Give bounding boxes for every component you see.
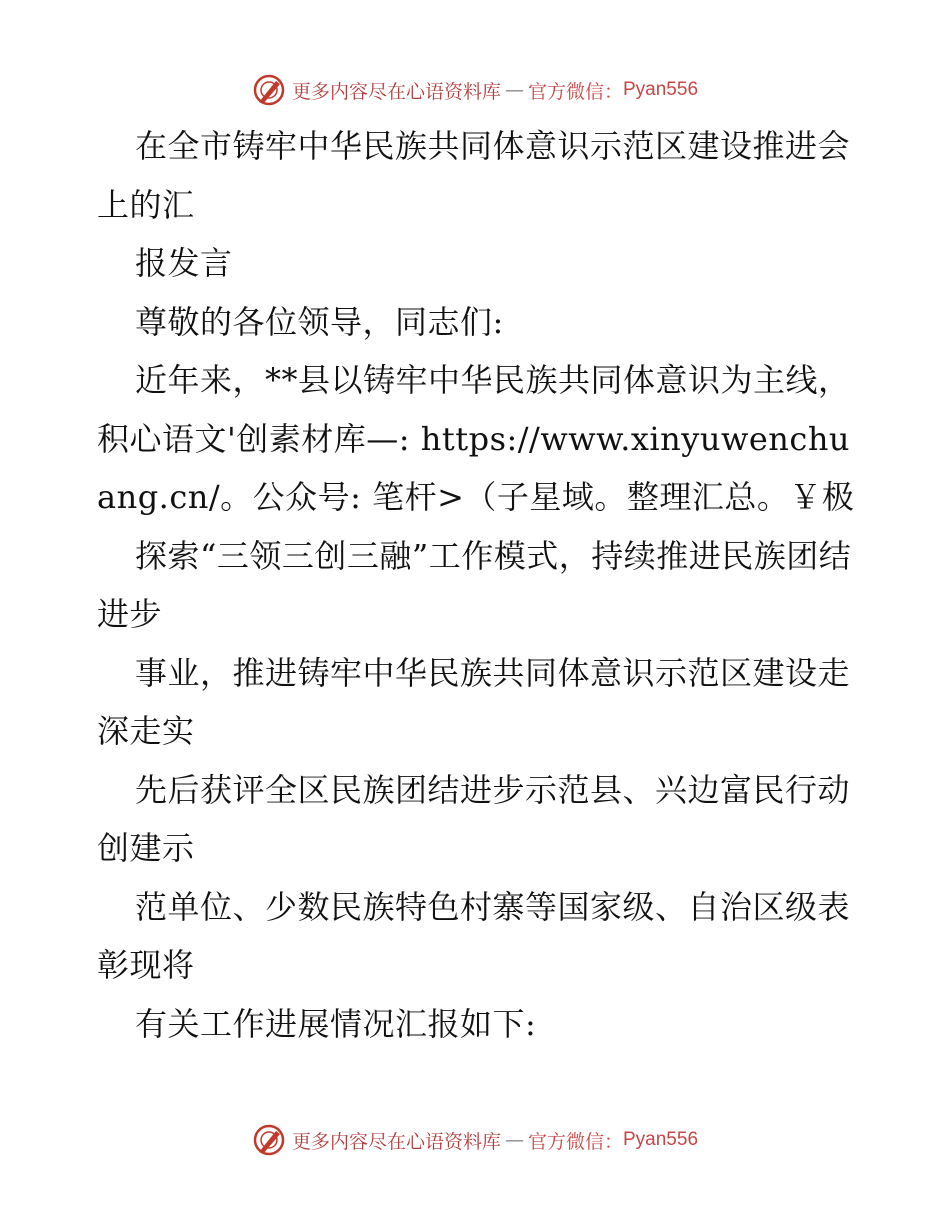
watermark-contact: 官方微信： [527, 1130, 623, 1153]
watermark-id: Pyan556 [623, 79, 699, 100]
paragraph-title: 在全市铸牢中华民族共同体意识示范区建设推进会上的汇 [97, 127, 851, 224]
watermark-text: 更多内容尽在心语资料库 [291, 80, 501, 103]
pen-logo-icon [252, 1123, 286, 1157]
watermark-text: 更多内容尽在心语资料库 [291, 1130, 501, 1153]
pen-logo-icon [252, 73, 286, 107]
watermark-id: Pyan556 [623, 1129, 699, 1150]
paragraph-salutation: 尊敬的各位领导，同志们: [135, 302, 504, 341]
paragraph: 有关工作进展情况汇报如下: [135, 1004, 537, 1043]
paragraph: 探索“三领三创三融”工作模式，持续推进民族团结进步 [97, 536, 852, 633]
document-body [97, 117, 857, 1053]
paragraph-title-cont: 报发言 [135, 244, 233, 282]
header-watermark [0, 73, 950, 107]
paragraph: 范单位、少数民族特色村寨等国家级、自治区级表彰现将 [97, 887, 851, 984]
paragraph: 先后获评全区民族团结进步示范县、兴边富民行动创建示 [97, 770, 851, 867]
footer-watermark [0, 1123, 950, 1157]
watermark-contact: 官方微信： [527, 80, 623, 103]
watermark-dash: — [504, 1129, 524, 1151]
watermark-dash: — [504, 79, 524, 101]
paragraph-intro: 近年来，**县以铸牢中华民族共同体意识为主线，积心语文'创素材库—: https://www.xinyuwenchuang.cn/。公众号: 笔杆>（子星域。整理汇总。￥极 [97, 361, 855, 516]
paragraph: 事业，推进铸牢中华民族共同体意识示范区建设走深走实 [97, 653, 851, 750]
